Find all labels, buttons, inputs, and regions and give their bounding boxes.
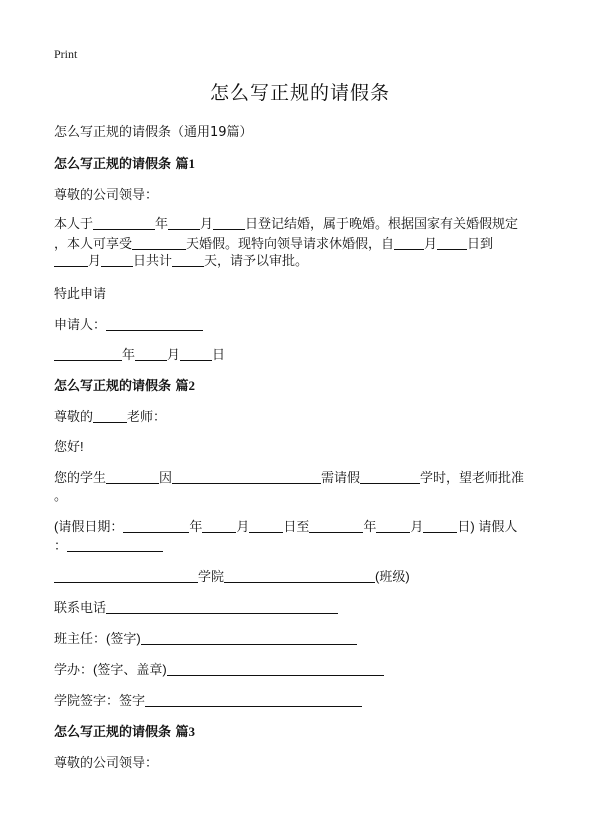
body-line-3: 月 日共计 天，请予以审批。 — [54, 250, 308, 269]
salutation-2: 尊敬的 老师： — [54, 410, 167, 425]
office-signature-line: 学办：(签字、盖章) — [54, 659, 384, 678]
body-line-1: 本人于 年 月 日登记结婚，属于晚婚。根据国家有关婚假规定 — [54, 217, 519, 232]
applicant-line: 申请人： — [54, 314, 203, 333]
closing-text: 特此申请 — [54, 287, 107, 302]
college-signature-line: 学院签字：签字 — [54, 690, 362, 709]
date-line-1: 年 月 日 — [54, 344, 225, 363]
leave-date-line: (请假日期： 年 月 日至 年 月 日) 请假人 — [54, 519, 518, 535]
requester-line: ： — [54, 535, 163, 554]
subtitle: 怎么写正规的请假条（通用19篇） — [54, 125, 253, 140]
print-link[interactable]: Print — [54, 47, 78, 61]
page-title: 怎么写正规的请假条 — [209, 82, 390, 104]
salutation-3: 尊敬的公司领导： — [54, 756, 159, 771]
section-heading-1: 怎么写正规的请假条 篇1 — [54, 156, 196, 172]
student-line: 您的学生 因 需请假 学时，望老师批准 — [54, 471, 525, 486]
student-line-end: 。 — [54, 489, 68, 504]
section-heading-2: 怎么写正规的请假条 篇2 — [54, 378, 196, 394]
salutation-1: 尊敬的公司领导： — [54, 188, 159, 203]
teacher-signature-line: 班主任：(签字) — [54, 628, 357, 647]
body-line-2: ，本人可享受 天婚假。现特向领导请求休婚假，自 月 日到 — [54, 237, 494, 252]
greeting: 您好! — [54, 439, 84, 454]
section-heading-3: 怎么写正规的请假条 篇3 — [54, 724, 196, 740]
college-line: 学院 (班级) — [54, 566, 410, 585]
phone-line: 联系电话 — [54, 597, 338, 616]
